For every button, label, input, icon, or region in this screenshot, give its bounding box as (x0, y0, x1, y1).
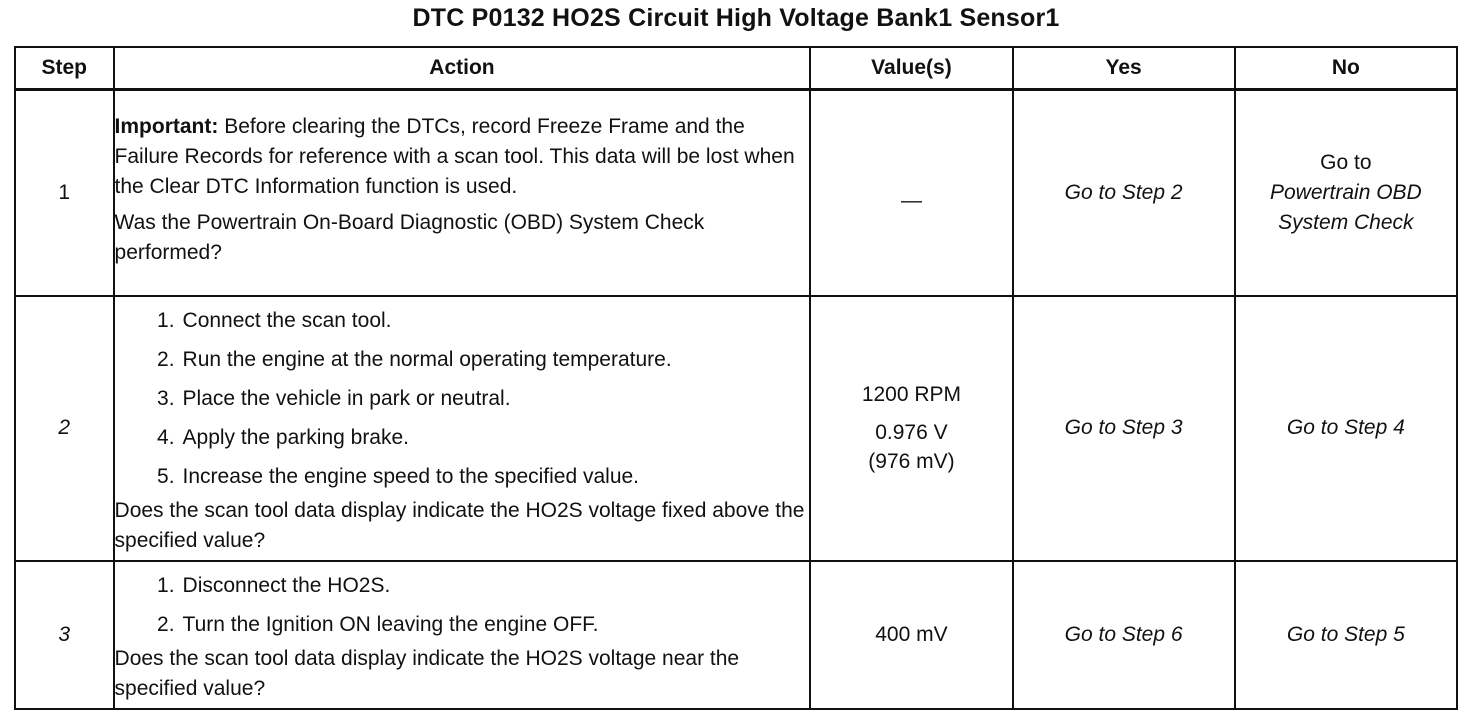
list-item: 1. Disconnect the HO2S. (157, 573, 391, 597)
header-yes: Yes (1013, 47, 1235, 90)
value-volts: 0.976 V (875, 421, 948, 445)
step-number: 1 (15, 90, 114, 296)
value-cell: 400 mV (810, 561, 1012, 709)
value-cell (810, 296, 1012, 561)
list-item: 4. Apply the parking brake. (157, 425, 409, 449)
no-cell (1235, 90, 1457, 296)
action-cell (114, 561, 811, 709)
action-cell (114, 90, 811, 296)
important-label: Important: (114, 115, 219, 139)
list-item: 2. Turn the Ignition ON leaving the engine OFF. (157, 612, 599, 636)
substep-list (115, 301, 810, 496)
yes-cell: Go to Step 6 (1013, 561, 1235, 709)
list-item: 1. Connect the scan tool. (157, 308, 392, 332)
table-row (15, 90, 1457, 296)
list-item: 3. Place the vehicle in park or neutral. (157, 386, 511, 410)
no-cell: Go to Step 4 (1235, 296, 1457, 561)
value-rpm: 1200 RPM (861, 382, 962, 406)
important-note (115, 112, 810, 202)
list-item: 2. Run the engine at the normal operating temperature. (157, 347, 672, 371)
header-values: Value(s) (810, 47, 1012, 90)
action-question: Does the scan tool data display indicate the HO2S voltage fixed above the specified value? (114, 498, 805, 552)
value-dash: — (900, 189, 922, 213)
table-row (15, 296, 1457, 561)
value-cell (810, 90, 1012, 296)
list-item: 5. Increase the engine speed to the specified value. (157, 464, 640, 488)
table-row (15, 561, 1457, 709)
action-question: Was the Powertrain On-Board Diagnostic (OBD) System Check performed? (114, 211, 705, 265)
yes-cell: Go to Step 3 (1013, 296, 1235, 561)
header-step: Step (15, 47, 114, 90)
step-number: 2 (15, 296, 114, 561)
substep-list (115, 566, 810, 644)
yes-cell: Go to Step 2 (1013, 90, 1235, 296)
header-action: Action (114, 47, 811, 90)
no-cell: Go to Step 5 (1235, 561, 1457, 709)
important-text: Before clearing the DTCs, record Freeze Frame and the Failure Records for reference with a scan tool. This data will be lost when the Clear DTC Information function is used. (114, 115, 795, 199)
document-title: DTC P0132 HO2S Circuit High Voltage Bank1 Sensor1 (412, 4, 1060, 32)
no-prefix: Go to (1320, 151, 1372, 175)
step-number: 3 (15, 561, 114, 709)
action-question: Does the scan tool data display indicate the HO2S voltage near the specified value? (114, 646, 740, 700)
value-millivolts: (976 mV) (868, 449, 955, 473)
diagnostic-table (14, 46, 1458, 710)
no-target: Powertrain OBD System Check (1270, 181, 1422, 235)
action-cell (114, 296, 811, 561)
table-header-row (15, 47, 1457, 90)
header-no: No (1235, 47, 1457, 90)
